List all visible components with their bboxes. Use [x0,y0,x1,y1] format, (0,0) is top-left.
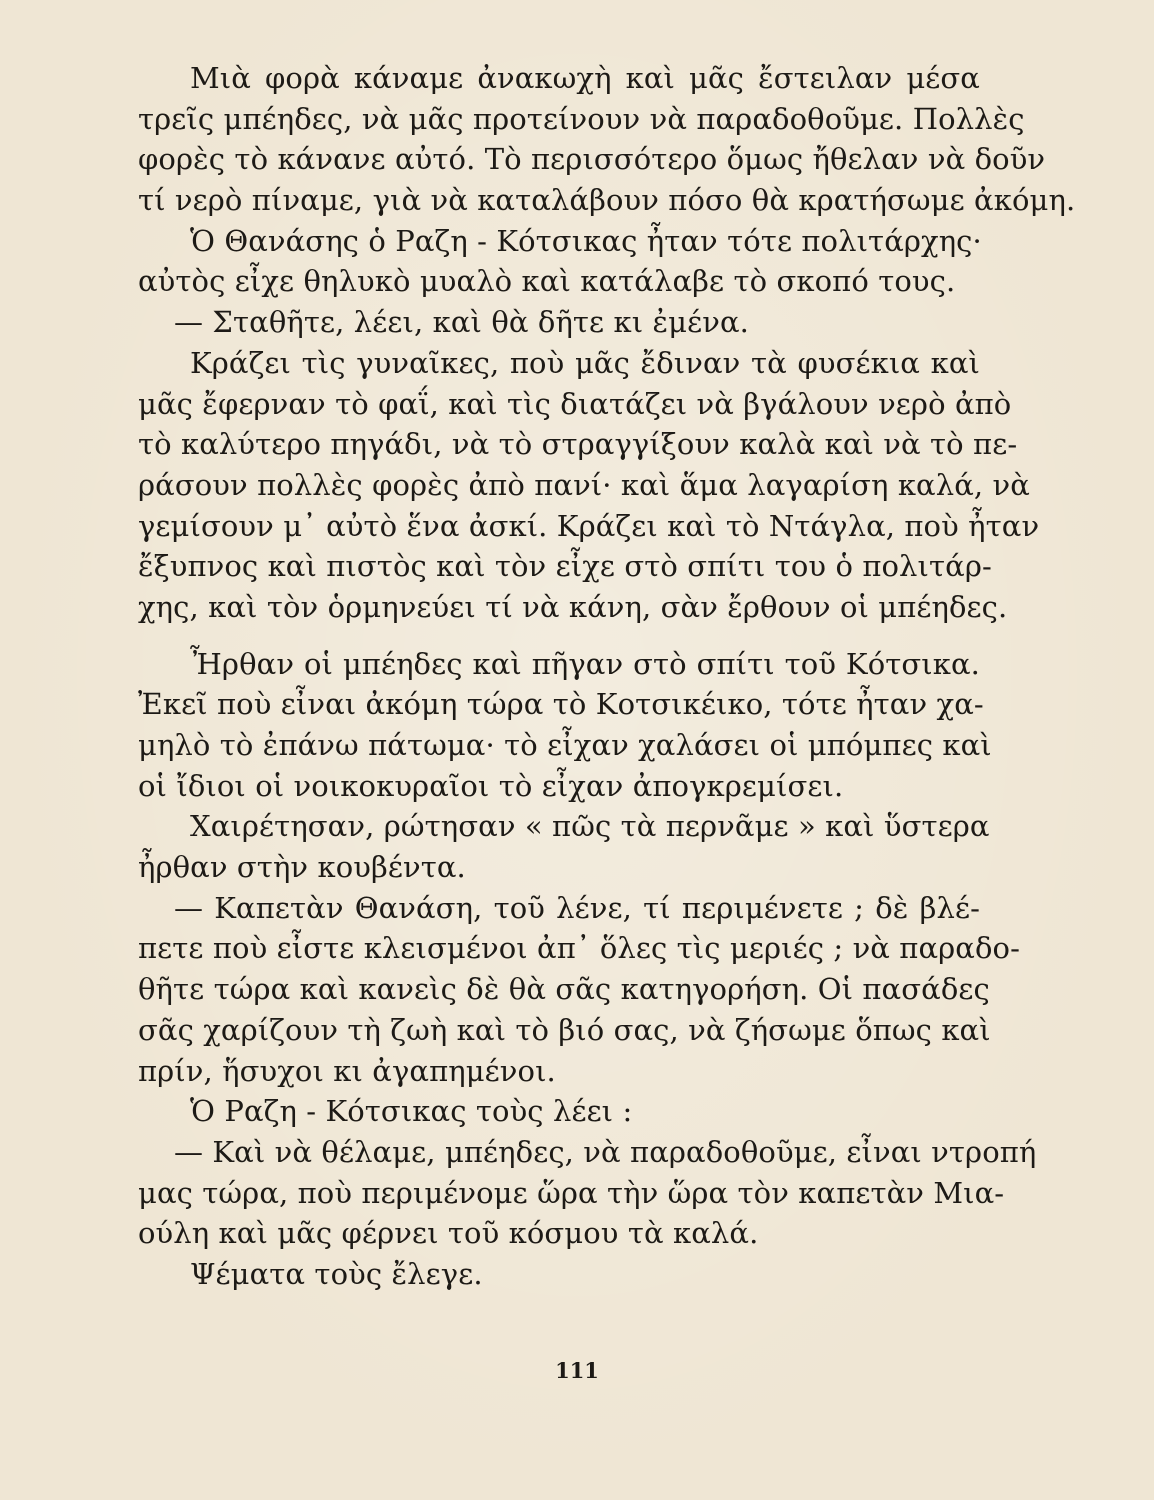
text-line: ούλη καὶ μᾶς φέρνει τοῦ κόσμου τὰ καλά. [138,1216,759,1251]
text-line: γεμίσουν μ᾿ αὐτὸ ἕνα ἀσκί. Κράζει καὶ τὸ Ντάγλα, ποὺ ἦταν [138,508,1040,543]
text-line: πετε ποὺ εἶστε κλεισμένοι ἀπ᾿ ὅλες τὶς μεριές ; νὰ παραδο- [138,931,1021,966]
text-line: τὸ καλύτερο πηγάδι, νὰ τὸ στραγγίξουν καλὰ καὶ νὰ τὸ πε- [138,427,1018,462]
text-line: χης, καὶ τὸν ὁρμηνεύει τί νὰ κάνη, σὰν ἔρθουν οἱ μπέηδες. [138,589,1008,624]
text-line: — Καὶ νὰ θέλαμε, μπέηδες, νὰ παραδοθοῦμε, εἶναι ντροπή [174,1134,1037,1169]
body-text [138,58,1076,1295]
text-line: αὐτὸς εἶχε θηλυκὸ μυαλὸ καὶ κατάλαβε τὸ σκοπό τους. [138,264,956,299]
text-line: — Καπετὰν Θανάση, τοῦ λένε, τί περιμένετε ; δὲ βλέ- [174,890,980,925]
text-line: φορὲς τὸ κάνανε αὐτό. Τὸ περισσότερο ὅμως ἤθελαν νὰ δοῦν [138,142,1046,177]
text-line: Ἐκεῖ ποὺ εἶναι ἀκόμη τώρα τὸ Κοτσικέικο, τότε ἦταν χα- [138,687,984,722]
text-line: θῆτε τώρα καὶ κανεὶς δὲ θὰ σᾶς κατηγορήση. Οἱ πασάδες [138,972,990,1007]
text-line: Ὁ Ραζη - Κότσικας τοὺς λέει : [190,1094,633,1129]
text-line: μᾶς ἔφερναν τὸ φαΐ, καὶ τὶς διατάζει νὰ βγάλουν νερὸ ἀπὸ [138,386,1012,421]
text-line: ράσουν πολλὲς φορὲς ἀπὸ πανί· καὶ ἅμα λαγαρίση καλά, νὰ [138,467,1030,502]
text-line: Μιὰ φορὰ κάναμε ἀνακωχὴ καὶ μᾶς ἔστειλαν μέσα [190,61,980,95]
text-line: Ἦρθαν οἱ μπέηδες καὶ πῆγαν στὸ σπίτι τοῦ Κότσικα. [190,646,980,681]
text-line: Ὁ Θανάσης ὁ Ραζη - Κότσικας ἦταν τότε πολιτάρχης· [190,223,982,258]
text-line: Ψέματα τοὺς ἔλεγε. [190,1256,483,1291]
text-line: — Σταθῆτε, λέει, καὶ θὰ δῆτε κι ἐμένα. [174,305,749,340]
text-line: οἱ ἴδιοι οἱ νοικοκυραῖοι τὸ εἶχαν ἀπογκρεμίσει. [138,768,844,803]
text-line: ἔξυπνος καὶ πιστὸς καὶ τὸν εἶχε στὸ σπίτι του ὁ πολιτάρ- [138,549,992,584]
text-line: σᾶς χαρίζουν τὴ ζωὴ καὶ τὸ βιό σας, νὰ ζήσωμε ὅπως καὶ [138,1012,991,1047]
text-line: Κράζει τὶς γυναῖκες, ποὺ μᾶς ἔδιναν τὰ φυσέκια καὶ [190,345,980,380]
page-number: 111 [555,1358,599,1383]
text-line: τρεῖς μπέηδες, νὰ μᾶς προτείνουν νὰ παραδοθοῦμε. Πολλὲς [138,101,1025,136]
text-line: ἦρθαν στὴν κουβέντα. [138,850,466,885]
text-line: μας τώρα, ποὺ περιμένομε ὥρα τὴν ὥρα τὸν καπετὰν Μια- [138,1175,1005,1210]
text-line: τί νερὸ πίναμε, γιὰ νὰ καταλάβουν πόσο θὰ κρατήσωμε ἀκόμη. [138,183,1076,218]
text-line: Χαιρέτησαν, ρώτησαν « πῶς τὰ περνᾶμε » καὶ ὕστερα [190,809,990,844]
text-line: πρίν, ἥσυχοι κι ἀγαπημένοι. [138,1053,556,1088]
text-line: μηλὸ τὸ ἐπάνω πάτωμα· τὸ εἶχαν χαλάσει οἱ μπόμπες καὶ [138,728,992,762]
